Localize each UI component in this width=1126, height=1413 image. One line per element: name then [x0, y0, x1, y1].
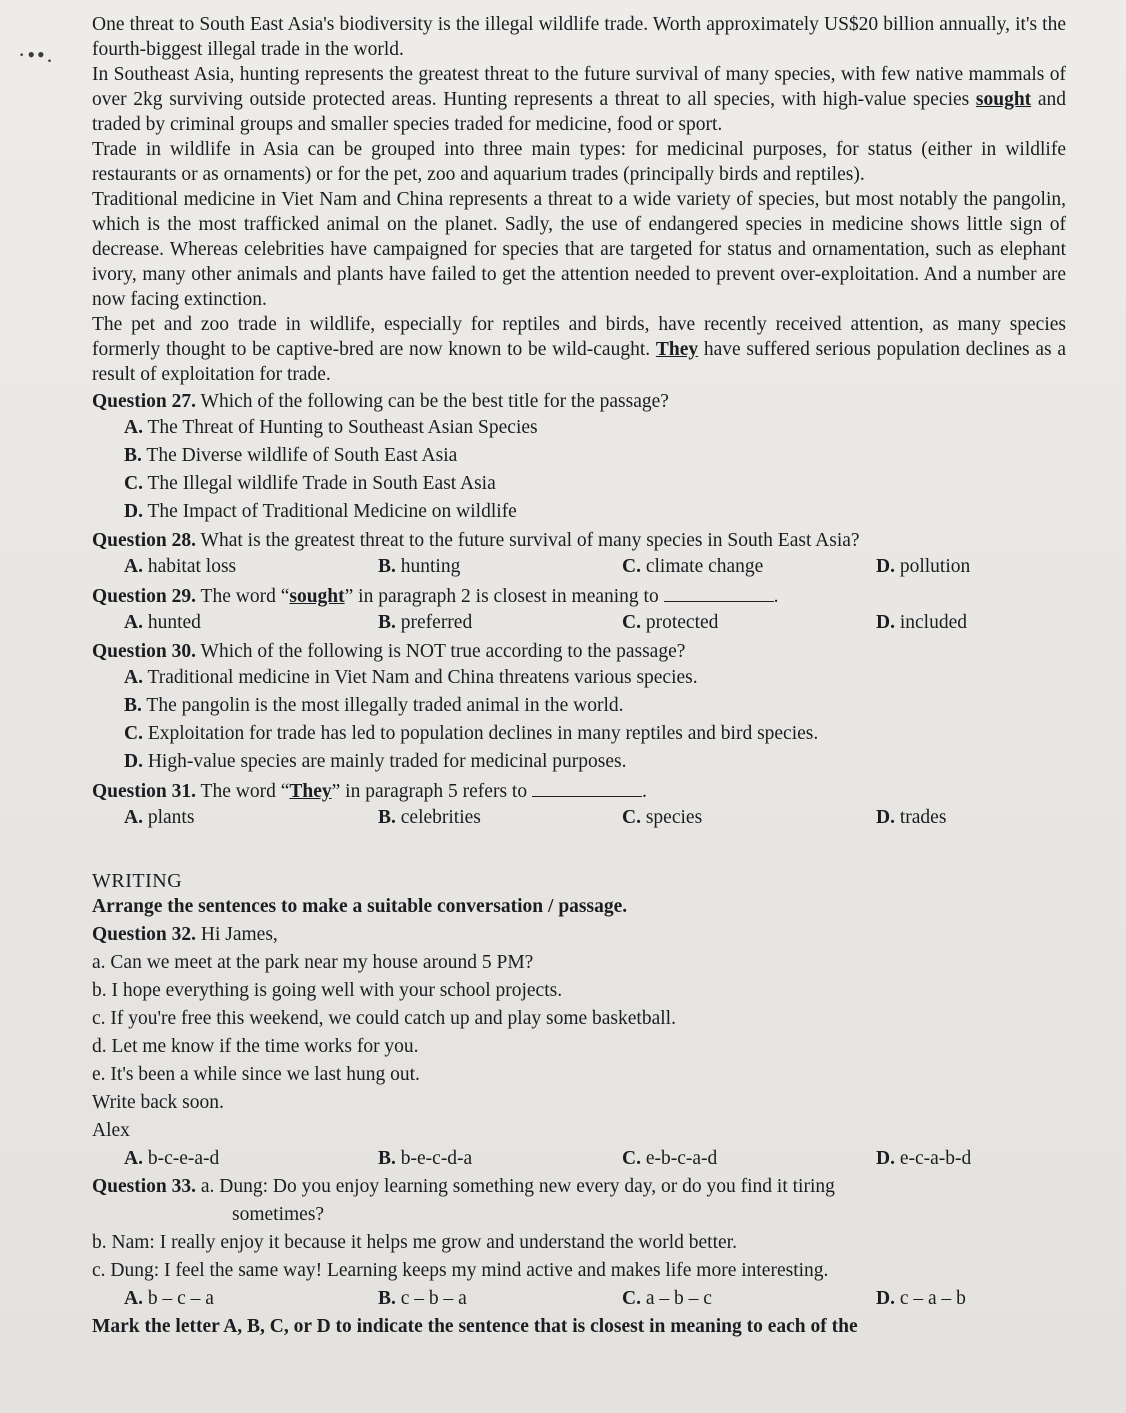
section-heading-writing: WRITING — [92, 870, 183, 892]
q32-option-c[interactable]: C. e-b-c-a-d — [622, 1148, 718, 1169]
q28-options — [92, 553, 1066, 581]
q31-option-d[interactable]: D. trades — [876, 807, 947, 828]
q29-option-a[interactable]: A. hunted — [124, 612, 201, 633]
q33-sentence-b: b. Nam: I really enjoy it because it helps me grow and understand the world better. — [92, 1232, 737, 1253]
writing-instruction: Arrange the sentences to make a suitable conversation / passage. — [92, 896, 628, 917]
paragraph-5: The pet and zoo trade in wildlife, especially for reptiles and birds, have recently received attention, as many species formerly thought to be captive-bred are now known to be wild-caught. They have suffered serious population declines as a result of exploitation for trade. — [92, 314, 1066, 385]
paragraph-4: Traditional medicine in Viet Nam and China represents a threat to a wide variety of species, but most notably the pangolin, which is the most trafficked animal on the planet. Sadly, the use of endangered species in medicine shows little sign of decrease. Whereas celebrities have campaigned for species that are targeted for status and ornamentation, such as elephant ivory, many other animals and plants have failed to get the attention needed to prevent over-exploitation. And a number are now facing extinction. — [92, 189, 1066, 310]
q30-option-c[interactable]: C. Exploitation for trade has led to population declines in many reptiles and bird species. — [124, 723, 819, 744]
q32-signature: Alex — [92, 1120, 130, 1141]
q33-sentence-c: c. Dung: I feel the same way! Learning keeps my mind active and makes life more interesting. — [92, 1260, 829, 1281]
q28-option-d[interactable]: D. pollution — [876, 556, 971, 577]
q29-option-d[interactable]: D. included — [876, 612, 967, 633]
q32-sentence-d: d. Let me know if the time works for you. — [92, 1036, 419, 1057]
q28-option-b[interactable]: B. hunting — [378, 556, 461, 577]
q27-option-c[interactable]: C. The Illegal wildlife Trade in South East Asia — [124, 473, 496, 494]
q30-option-b[interactable]: B. The pangolin is the most illegally traded animal in the world. — [124, 695, 624, 716]
q31-option-c[interactable]: C. species — [622, 807, 703, 828]
ink-spot: ·••. — [18, 42, 55, 67]
q32-sentence-c: c. If you're free this weekend, we could catch up and play some basketball. — [92, 1008, 676, 1029]
q27-option-d[interactable]: D. The Impact of Traditional Medicine on wildlife — [124, 501, 517, 522]
next-instruction: Mark the letter A, B, C, or D to indicate the sentence that is closest in meaning to each of the — [92, 1316, 858, 1337]
q32-sentence-a: a. Can we meet at the park near my house around 5 PM? — [92, 952, 534, 973]
question-33: Question 33. a. Dung: Do you enjoy learning something new every day, or do you find it tiring — [92, 1176, 835, 1197]
q27-option-b[interactable]: B. The Diverse wildlife of South East Asia — [124, 445, 458, 466]
q33-option-d[interactable]: D. c – a – b — [876, 1288, 966, 1309]
q33-option-a[interactable]: A. b – c – a — [124, 1288, 214, 1309]
q33-sentence-a-cont: sometimes? — [232, 1204, 325, 1225]
q32-option-a[interactable]: A. b-c-e-a-d — [124, 1148, 220, 1169]
q28-option-a[interactable]: A. habitat loss — [124, 556, 237, 577]
q31-options — [92, 804, 1066, 832]
q30-option-d[interactable]: D. High-value species are mainly traded for medicinal purposes. — [124, 751, 627, 772]
word-sought: sought — [975, 89, 1032, 110]
q32-closing: Write back soon. — [92, 1092, 224, 1113]
question-28: Question 28. What is the greatest threat to the future survival of many species in South East Asia? — [92, 530, 860, 551]
question-29: Question 29. The word “sought” in paragraph 2 is closest in meaning to . — [92, 583, 1066, 609]
q33-option-b[interactable]: B. c – b – a — [378, 1288, 467, 1309]
q30-option-a[interactable]: A. Traditional medicine in Viet Nam and China threatens various species. — [124, 667, 698, 688]
paragraph-3: Trade in wildlife in Asia can be grouped into three main types: for medicinal purposes, for status (either in wildlife restaurants or as ornaments) or for the pet, zoo and aquarium trades (principally birds and reptiles). — [92, 139, 1066, 185]
q29-option-b[interactable]: B. preferred — [378, 612, 473, 633]
q29-options — [92, 609, 1066, 637]
q29-option-c[interactable]: C. protected — [622, 612, 719, 633]
q32-sentence-e: e. It's been a while since we last hung out. — [92, 1064, 420, 1085]
q32-option-b[interactable]: B. b-e-c-d-a — [378, 1148, 473, 1169]
question-31: Question 31. The word “They” in paragraph 5 refers to . — [92, 778, 1066, 804]
question-27: Question 27. Which of the following can be the best title for the passage? — [92, 391, 669, 412]
q31-option-b[interactable]: B. celebrities — [378, 807, 481, 828]
q28-option-c[interactable]: C. climate change — [622, 556, 764, 577]
q31-blank[interactable] — [532, 778, 642, 797]
q33-options — [92, 1285, 1066, 1313]
paragraph-2: In Southeast Asia, hunting represents the greatest threat to the future survival of many species, with few native mammals of over 2kg surviving outside protected areas. Hunting represents a threat to all species, with high-value species sought and traded by criminal groups and smaller species traded for medicine, food or sport. — [92, 64, 1066, 135]
word-they: They — [655, 339, 699, 360]
q32-options — [92, 1145, 1066, 1173]
q29-blank[interactable] — [664, 583, 774, 602]
q32-option-d[interactable]: D. e-c-a-b-d — [876, 1148, 972, 1169]
question-32: Question 32. Hi James, — [92, 924, 278, 945]
q27-option-a[interactable]: A. The Threat of Hunting to Southeast Asian Species — [124, 417, 538, 438]
q31-option-a[interactable]: A. plants — [124, 807, 195, 828]
q32-sentence-b: b. I hope everything is going well with your school projects. — [92, 980, 563, 1001]
paragraph-1: One threat to South East Asia's biodiversity is the illegal wildlife trade. Worth approximately US$20 billion annually, it's the fourth-biggest illegal trade in the world. — [92, 14, 1066, 60]
q33-option-c[interactable]: C. a – b – c — [622, 1288, 712, 1309]
question-30: Question 30. Which of the following is NOT true according to the passage? — [92, 641, 686, 662]
